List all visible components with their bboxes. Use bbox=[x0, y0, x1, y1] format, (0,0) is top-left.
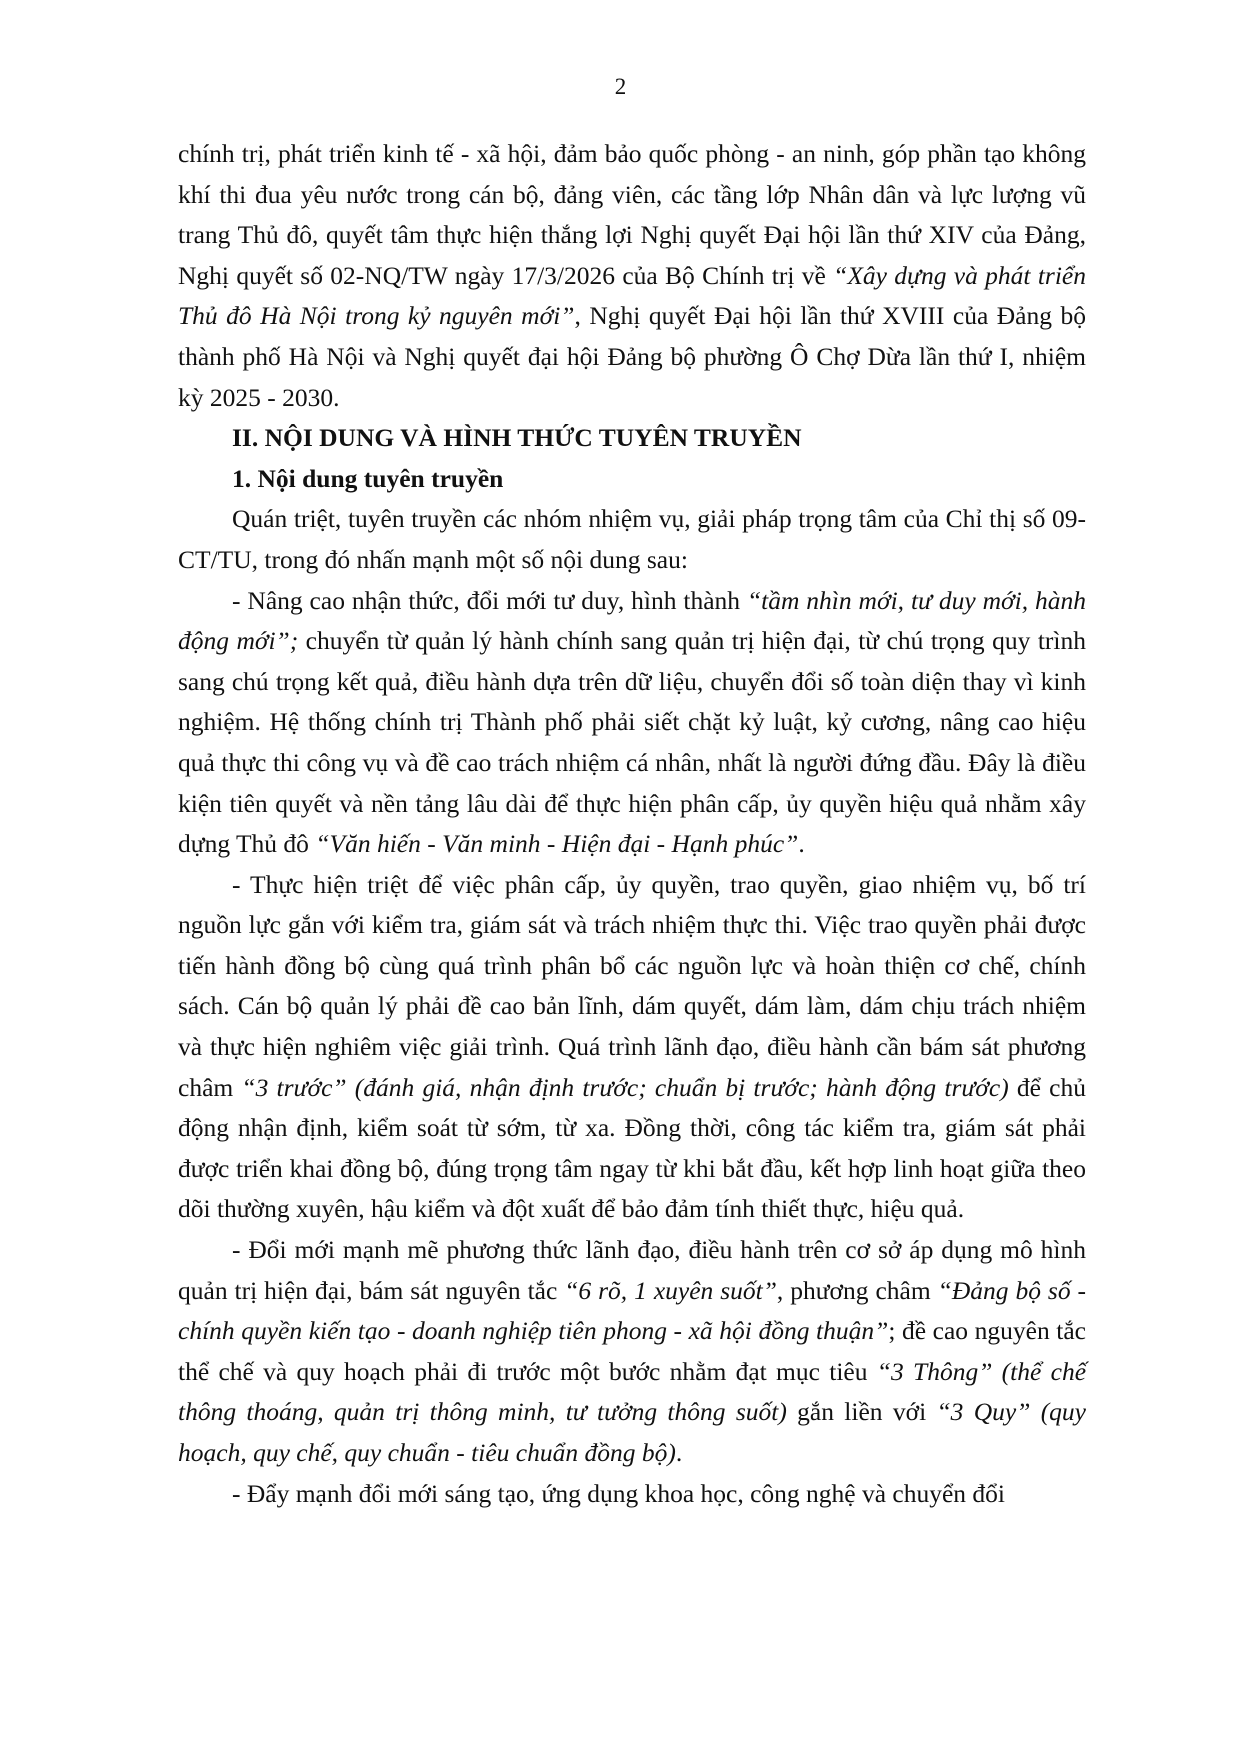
page-number: 2 bbox=[614, 74, 627, 99]
document-body bbox=[178, 134, 1086, 1514]
text-run: để chủ động nhận định, kiểm soát từ sớm, từ xa. Đồng thời, công tác kiểm tra, giám sát phải được triển khai đồng bộ, đúng trọng tâm ngay từ khi bắt đầu, kết hợp linh hoạt giữa theo dõi thường xuyên, hậu kiểm và đột xuất để bảo đảm tính thiết thực, hiệu quả. bbox=[178, 1072, 1086, 1224]
paragraph-bullet-innovation: - Đẩy mạnh đổi mới sáng tạo, ứng dụng khoa học, công nghệ và chuyển đổi bbox=[232, 1478, 1006, 1508]
text-run: , Nghị quyết Đại hội lần thứ XVIII của Đảng bộ thành phố Hà Nội và Nghị quyết đại hội Đảng bộ phường Ô Chợ Dừa lần thứ I, nhiệm kỳ 2025 - 2030. bbox=[178, 301, 1086, 412]
text-run: chuyển từ quản lý hành chính sang quản trị hiện đại, từ chú trọng quy trình sang chú trọng kết quả, điều hành dựa trên dữ liệu, chuyển đổi số toàn diện thay vì kinh nghiệm. Hệ thống chính trị Thành phố phải siết chặt kỷ luật, kỷ cương, nâng cao hiệu quả thực thi công vụ và đề cao trách nhiệm cá nhân, nhất là người đứng đầu. Đây là điều kiện tiên quyết và nền tảng lâu dài để thực hiện phân cấp, ủy quyền hiệu quả nhằm xây dựng Thủ đô bbox=[178, 626, 1086, 859]
text-run: gắn liền với bbox=[786, 1397, 937, 1427]
text-run: - Nâng cao nhận thức, đổi mới tư duy, hình thành bbox=[232, 585, 747, 615]
italic-quote: “Văn hiến - Văn minh - Hiện đại - Hạnh phúc” bbox=[315, 829, 799, 859]
italic-quote: “tầm nhìn mới, tư duy mới, hành động mới”; bbox=[178, 585, 1086, 656]
paragraph-intro-continuation bbox=[178, 134, 1086, 418]
italic-quote: “6 rõ, 1 xuyên suốt” bbox=[564, 1275, 777, 1305]
text-run: ; đề cao nguyên tắc thể chế và quy hoạch phải đi trước một bước nhằm đạt mục tiêu bbox=[178, 1316, 1087, 1386]
paragraph-bullet-leadership bbox=[178, 1230, 1086, 1474]
italic-quote: “Xây dựng và phát triển Thủ đô Hà Nội trong kỷ nguyên mới” bbox=[178, 260, 1086, 331]
paragraph-overview: Quán triệt, tuyên truyền các nhóm nhiệm vụ, giải pháp trọng tâm của Chỉ thị số 09-CT/TU, trong đó nhấn mạnh một số nội dung sau: bbox=[178, 504, 1086, 574]
text-run: chính trị, phát triển kinh tế - xã hội, đảm bảo quốc phòng - an ninh, góp phần tạo không khí thi đua yêu nước trong cán bộ, đảng viên, các tầng lớp Nhân dân và lực lượng vũ trang Thủ đô, quyết tâm thực hiện thắng lợi Nghị quyết Đại hội lần thứ XIV của Đảng, Nghị quyết số 02-NQ/TW ngày 17/3/2026 của Bộ Chính trị về bbox=[178, 139, 1086, 290]
text-run: - Đổi mới mạnh mẽ phương thức lãnh đạo, điều hành trên cơ sở áp dụng mô hình quản trị hiện đại, bám sát nguyên tắc bbox=[178, 1235, 1086, 1305]
italic-quote: “3 Thông” (thể chế thông thoáng, quản trị thông minh, tư tưởng thông suốt) bbox=[178, 1356, 1087, 1427]
text-run: - Thực hiện triệt để việc phân cấp, ủy quyền, trao quyền, giao nhiệm vụ, bố trí nguồn lực gắn với kiểm tra, giám sát và trách nhiệm thực thi. Việc trao quyền phải được tiến hành đồng bộ cùng quá trình phân bổ các nguồn lực và hoàn thiện cơ chế, chính sách. Cán bộ quản lý phải đề cao bản lĩnh, dám quyết, dám làm, dám chịu trách nhiệm và thực hiện nghiêm việc giải trình. Quá trình lãnh đạo, điều hành cần bám sát phương châm bbox=[178, 869, 1086, 1102]
paragraph-bullet-awareness bbox=[178, 581, 1086, 865]
italic-quote: “3 Quy” (quy hoạch, quy chế, quy chuẩn - tiêu chuẩn đồng bộ) bbox=[178, 1397, 1086, 1467]
italic-quote: “Đảng bộ số - chính quyền kiến tạo - doanh nghiệp tiên phong - xã hội đồng thuận” bbox=[178, 1275, 1087, 1346]
text-run: . bbox=[675, 1438, 683, 1467]
section-heading: II. NỘI DUNG VÀ HÌNH THỨC TUYÊN TRUYỀN bbox=[232, 423, 802, 453]
text-run: . bbox=[798, 829, 805, 859]
paragraph-bullet-decentralization bbox=[178, 865, 1086, 1230]
subsection-heading: 1. Nội dung tuyên truyền bbox=[232, 463, 504, 493]
italic-quote: “3 trước” (đánh giá, nhận định trước; chuẩn bị trước; hành động trước) bbox=[241, 1072, 1009, 1102]
text-run: , phương châm bbox=[776, 1275, 938, 1305]
